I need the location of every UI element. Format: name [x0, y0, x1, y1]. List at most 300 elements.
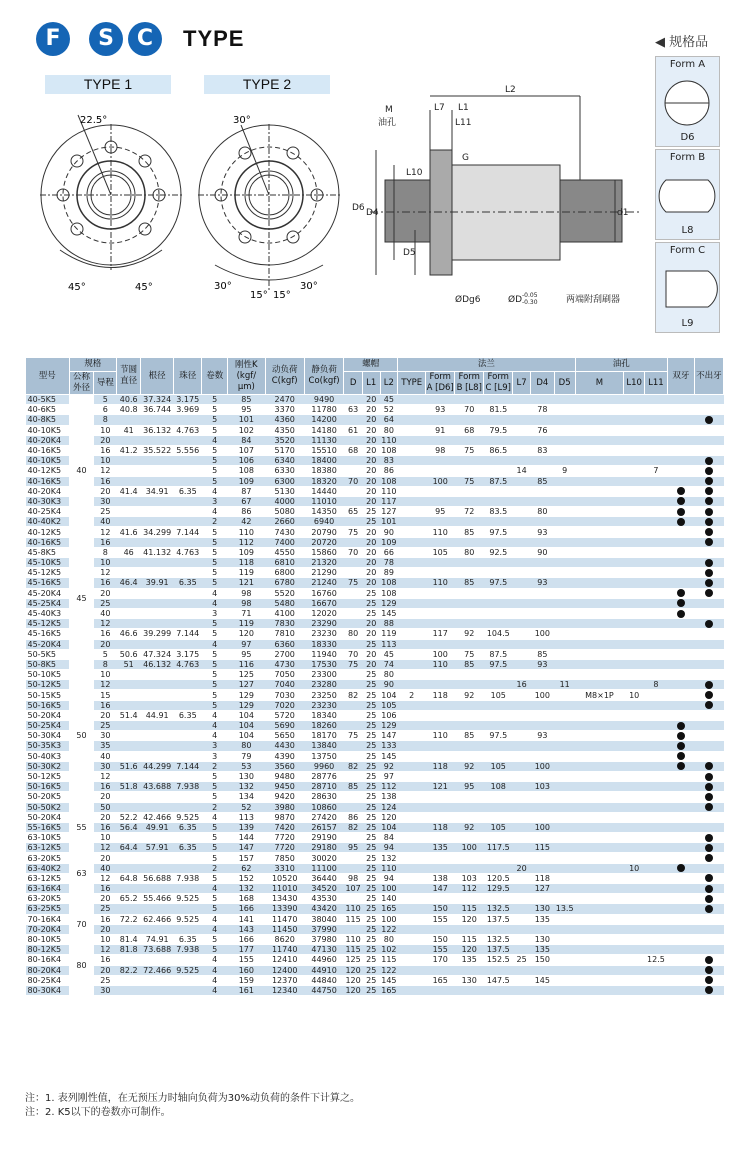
table-cell	[455, 517, 484, 527]
table-cell	[174, 863, 202, 873]
table-cell: 20	[362, 476, 380, 486]
table-cell: 112	[228, 537, 265, 547]
table-cell-empty	[513, 588, 531, 598]
table-cell	[426, 639, 455, 649]
table-cell: 9.525	[174, 812, 202, 822]
no-out-thread-cell	[694, 486, 723, 496]
table-cell: 83.5	[484, 507, 513, 517]
table-cell-empty	[575, 751, 624, 761]
table-row	[26, 445, 724, 455]
table-cell: 25	[362, 894, 380, 904]
table-cell-empty	[575, 853, 624, 863]
table-cell	[174, 680, 202, 690]
double-thread-cell	[667, 578, 694, 588]
table-cell: 93	[530, 527, 554, 537]
table-cell: 16	[94, 629, 117, 639]
table-cell	[484, 496, 513, 506]
table-cell: 108	[381, 578, 397, 588]
table-cell	[455, 670, 484, 680]
table-cell: 117.5	[484, 843, 513, 853]
no-out-thread-cell	[694, 619, 723, 629]
no-out-thread-cell	[694, 975, 723, 985]
col-noout: 不出牙	[694, 358, 723, 395]
table-cell: 25	[362, 670, 380, 680]
table-cell-empty	[554, 456, 575, 466]
table-cell-empty	[398, 792, 426, 802]
table-row	[26, 537, 724, 547]
table-cell: 25	[362, 853, 380, 863]
table-cell: 63-40K2	[26, 863, 70, 873]
table-cell: 120	[345, 965, 361, 975]
table-cell: 98	[426, 445, 455, 455]
table-cell: 70-16K4	[26, 914, 70, 924]
table-cell	[141, 619, 174, 629]
table-cell: 139	[228, 822, 265, 832]
double-thread-cell	[667, 670, 694, 680]
table-cell: 135	[426, 843, 455, 853]
no-out-thread-dot-icon	[705, 844, 713, 852]
table-row	[26, 924, 724, 934]
table-cell-empty	[398, 884, 426, 894]
table-cell	[117, 792, 141, 802]
table-cell-empty	[575, 975, 624, 985]
table-cell	[141, 608, 174, 618]
table-cell	[530, 924, 554, 934]
table-cell	[174, 985, 202, 995]
table-cell-empty	[554, 608, 575, 618]
group-flange: 法兰	[398, 358, 575, 372]
table-cell-empty	[398, 812, 426, 822]
table-cell: 5	[202, 700, 228, 710]
table-cell: 127	[381, 507, 397, 517]
double-thread-cell	[667, 659, 694, 669]
table-cell: 122	[381, 924, 397, 934]
table-cell: 4730	[265, 659, 304, 669]
table-cell: 50-40K3	[26, 751, 70, 761]
table-cell	[484, 833, 513, 843]
table-cell: 94	[380, 843, 398, 853]
table-cell-empty	[554, 476, 575, 486]
table-cell	[455, 395, 484, 405]
table-cell-empty	[645, 731, 668, 741]
no-out-thread-cell	[694, 833, 723, 843]
table-cell: 16670	[304, 598, 343, 608]
table-cell: 100	[426, 649, 455, 659]
table-cell: 40-8K5	[26, 415, 70, 425]
table-cell	[344, 802, 363, 812]
table-cell: 130	[530, 934, 554, 944]
table-cell: 81.5	[484, 405, 513, 415]
table-cell	[117, 924, 141, 934]
table-cell: 3	[202, 751, 228, 761]
table-cell: 6810	[265, 558, 304, 568]
table-cell: 92	[455, 761, 484, 771]
table-cell: 13430	[265, 894, 304, 904]
table-row	[26, 395, 724, 405]
table-cell: 5.556	[174, 445, 202, 455]
table-cell: 14	[513, 466, 531, 476]
table-cell: 38040	[304, 914, 343, 924]
table-cell: 11780	[304, 405, 343, 415]
type1-label: TYPE 1	[45, 75, 171, 94]
table-cell: 105	[484, 822, 513, 832]
table-cell: 25	[94, 598, 117, 608]
table-cell: 5	[202, 476, 228, 486]
table-cell-empty	[575, 486, 624, 496]
table-cell-empty	[513, 945, 531, 955]
table-row	[26, 700, 724, 710]
back-link[interactable]: ◀ 规格品	[655, 35, 709, 50]
table-cell-empty	[513, 435, 531, 445]
table-cell: 4	[202, 884, 228, 894]
table-cell: 5	[202, 945, 228, 955]
table-cell	[141, 496, 174, 506]
table-cell-empty	[554, 792, 575, 802]
table-cell: 45-20K4	[26, 639, 70, 649]
table-cell: 4.763	[174, 659, 202, 669]
table-cell: 87.5	[484, 476, 513, 486]
table-cell: 63-20K5	[26, 853, 70, 863]
table-cell: 5	[202, 619, 228, 629]
double-thread-cell	[667, 649, 694, 659]
table-cell	[117, 558, 141, 568]
table-cell: 110	[426, 659, 455, 669]
table-cell	[117, 496, 141, 506]
table-cell: 20	[362, 425, 380, 435]
table-cell: 165	[426, 975, 455, 985]
table-cell: 36.132	[141, 425, 174, 435]
table-cell	[117, 690, 141, 700]
table-cell-empty	[624, 884, 645, 894]
table-cell-empty	[554, 751, 575, 761]
table-cell: 109	[381, 537, 397, 547]
table-cell: 80	[380, 934, 398, 944]
table-cell-empty	[645, 904, 668, 914]
table-cell	[117, 639, 141, 649]
table-cell: 16	[94, 700, 117, 710]
table-cell	[484, 680, 513, 690]
table-cell: 4550	[265, 547, 304, 557]
table-cell	[484, 700, 513, 710]
table-cell-empty	[398, 710, 426, 720]
table-cell: 85	[530, 476, 554, 486]
table-cell: 50.6	[117, 649, 141, 659]
table-cell	[117, 619, 141, 629]
table-cell: 4	[202, 965, 228, 975]
table-cell-empty	[624, 649, 645, 659]
table-cell: 18260	[304, 721, 343, 731]
table-cell-empty	[513, 568, 531, 578]
table-cell: 83	[530, 445, 554, 455]
table-cell: 61	[344, 425, 363, 435]
double-thread-cell	[667, 639, 694, 649]
table-cell: 25	[362, 924, 380, 934]
table-cell: 25	[362, 721, 380, 731]
table-cell: 9870	[265, 812, 304, 822]
table-cell: 2	[202, 761, 228, 771]
table-row	[26, 619, 724, 629]
table-cell-empty	[575, 904, 624, 914]
no-out-thread-cell	[694, 934, 723, 944]
table-cell: 40	[94, 517, 117, 527]
table-cell	[426, 608, 455, 618]
table-cell: 110	[228, 527, 265, 537]
double-thread-cell	[667, 792, 694, 802]
table-cell	[484, 863, 513, 873]
table-cell: 75	[455, 649, 484, 659]
table-cell: 108	[381, 476, 397, 486]
table-cell-empty	[398, 670, 426, 680]
table-cell: 20	[362, 415, 380, 425]
table-cell-empty	[645, 415, 668, 425]
double-thread-cell	[667, 884, 694, 894]
table-cell	[426, 741, 455, 751]
table-cell-empty	[554, 527, 575, 537]
table-cell: 75	[344, 659, 363, 669]
table-cell	[455, 741, 484, 751]
table-row	[26, 629, 724, 639]
table-cell-empty	[624, 843, 645, 853]
double-thread-dot-icon	[677, 752, 685, 760]
table-cell	[174, 751, 202, 761]
table-cell	[174, 537, 202, 547]
table-cell: 100	[530, 629, 554, 639]
table-cell: 118	[530, 873, 554, 883]
table-cell: 115	[345, 914, 361, 924]
table-cell	[344, 833, 363, 843]
table-cell-empty	[513, 771, 531, 781]
dim-l10: L10	[406, 168, 423, 178]
table-cell: 97	[228, 639, 265, 649]
table-cell	[484, 924, 513, 934]
table-cell-empty	[513, 425, 531, 435]
table-cell: 43420	[304, 904, 343, 914]
table-cell: 10860	[304, 802, 343, 812]
table-row	[26, 782, 724, 792]
table-row	[26, 670, 724, 680]
table-cell: 20	[362, 456, 380, 466]
table-cell: 25	[362, 884, 380, 894]
no-out-thread-cell	[694, 578, 723, 588]
table-cell: 52.2	[117, 812, 141, 822]
table-cell: 5	[202, 527, 228, 537]
table-cell: 10	[94, 456, 117, 466]
no-out-thread-dot-icon	[705, 834, 713, 842]
table-cell: 55.466	[141, 894, 174, 904]
table-cell: 25	[362, 863, 380, 873]
table-cell	[344, 639, 363, 649]
table-cell: 20	[362, 486, 380, 496]
table-cell	[174, 700, 202, 710]
table-cell-empty	[513, 486, 531, 496]
table-cell: 51.6	[117, 761, 141, 771]
table-cell-empty	[624, 517, 645, 527]
table-cell-empty	[513, 924, 531, 934]
angle-15-right: 15°	[273, 290, 291, 301]
table-cell: 118	[228, 558, 265, 568]
table-cell: 20	[513, 863, 531, 873]
table-cell-empty	[554, 985, 575, 995]
table-cell: 3	[202, 496, 228, 506]
table-cell: 20	[362, 659, 380, 669]
table-cell: 50-10K5	[26, 670, 70, 680]
no-out-thread-cell	[694, 924, 723, 934]
table-cell: 47130	[304, 945, 343, 955]
table-cell-empty	[554, 975, 575, 985]
table-cell	[530, 741, 554, 751]
table-cell: 20	[94, 853, 117, 863]
table-cell	[484, 812, 513, 822]
table-cell: 93	[530, 659, 554, 669]
table-cell-empty	[513, 527, 531, 537]
table-cell: 4100	[265, 608, 304, 618]
table-cell: 23300	[304, 670, 343, 680]
table-cell: 7720	[265, 843, 304, 853]
table-cell: 18170	[304, 731, 343, 741]
table-cell	[530, 558, 554, 568]
table-cell	[117, 670, 141, 680]
table-cell: 13840	[304, 741, 343, 751]
table-cell-empty	[575, 435, 624, 445]
table-cell	[141, 568, 174, 578]
table-row	[26, 588, 724, 598]
table-cell: 140	[381, 894, 397, 904]
table-cell	[117, 466, 141, 476]
table-cell: 132	[228, 884, 265, 894]
table-cell-empty	[554, 761, 575, 771]
double-thread-dot-icon	[677, 487, 685, 495]
table-cell-empty	[575, 731, 624, 741]
table-cell	[174, 802, 202, 812]
table-cell	[117, 863, 141, 873]
table-cell: 8	[94, 659, 117, 669]
table-cell-empty	[398, 629, 426, 639]
table-cell-empty	[513, 975, 531, 985]
table-cell	[455, 537, 484, 547]
table-cell-empty	[575, 619, 624, 629]
no-out-thread-cell	[694, 568, 723, 578]
form-c-title: Form C	[669, 245, 706, 256]
table-cell	[530, 792, 554, 802]
table-cell	[344, 619, 363, 629]
table-cell	[174, 639, 202, 649]
table-cell: 6.35	[174, 843, 202, 853]
no-out-thread-cell	[694, 608, 723, 618]
double-thread-dot-icon	[677, 722, 685, 730]
table-cell: 122	[381, 965, 397, 975]
table-cell: 27420	[304, 812, 343, 822]
table-cell: 50-30K2	[26, 761, 70, 771]
table-cell: 110	[381, 863, 397, 873]
table-cell: 25	[362, 588, 380, 598]
table-cell-empty	[624, 486, 645, 496]
table-cell: 3310	[265, 863, 304, 873]
table-cell: 4360	[265, 415, 304, 425]
table-cell	[117, 975, 141, 985]
table-cell: 120	[455, 945, 484, 955]
double-thread-cell	[667, 721, 694, 731]
table-row	[26, 415, 724, 425]
table-cell: 20	[362, 558, 380, 568]
table-cell: 78	[380, 558, 398, 568]
table-cell: 7.144	[174, 761, 202, 771]
table-cell	[484, 985, 513, 995]
col-coa: 静负荷 Co(kgf)	[304, 358, 343, 395]
table-cell: 165	[381, 985, 397, 995]
table-cell: 120	[381, 812, 397, 822]
table-cell-empty	[645, 476, 668, 486]
table-cell	[426, 568, 455, 578]
no-out-thread-dot-icon	[705, 579, 713, 587]
table-cell: 109	[228, 476, 265, 486]
table-cell-empty	[398, 649, 426, 659]
no-out-thread-cell	[694, 598, 723, 608]
table-cell-empty	[624, 568, 645, 578]
table-cell: 7400	[265, 537, 304, 547]
table-cell: 150	[530, 955, 554, 965]
table-cell: 25	[362, 945, 380, 955]
badge-c: C	[128, 22, 162, 56]
form-a-box	[655, 56, 720, 147]
table-cell-empty	[624, 405, 645, 415]
table-cell	[426, 517, 455, 527]
table-cell: 93	[426, 405, 455, 415]
table-cell	[426, 435, 455, 445]
table-cell: 25	[362, 792, 380, 802]
table-cell: 45-40K3	[26, 608, 70, 618]
table-cell: 50-35K3	[26, 741, 70, 751]
table-cell-empty	[575, 670, 624, 680]
table-cell: 7810	[265, 629, 304, 639]
table-cell-empty	[554, 619, 575, 629]
table-cell	[174, 476, 202, 486]
table-cell-empty	[645, 425, 668, 435]
table-cell-empty	[398, 975, 426, 985]
table-cell: 157	[228, 853, 265, 863]
table-cell-empty	[398, 843, 426, 853]
table-cell: 98	[228, 598, 265, 608]
table-cell: 115	[455, 934, 484, 944]
table-cell	[174, 833, 202, 843]
double-thread-cell	[667, 914, 694, 924]
double-thread-cell	[667, 629, 694, 639]
table-cell: 20	[362, 496, 380, 506]
table-cell: 147	[381, 731, 397, 741]
table-cell	[344, 608, 363, 618]
col-form-a: Form A [D6]	[426, 372, 454, 393]
double-thread-cell	[667, 415, 694, 425]
table-cell: 18320	[304, 476, 343, 486]
table-cell-empty	[398, 405, 426, 415]
table-cell	[344, 496, 363, 506]
table-cell: 63-10K5	[26, 833, 70, 843]
angle-30-left: 30°	[214, 281, 232, 292]
table-cell: 25	[362, 955, 380, 965]
table-row	[26, 659, 724, 669]
table-cell: 10	[94, 934, 117, 944]
no-out-thread-dot-icon	[705, 477, 713, 485]
table-cell: 107	[345, 884, 361, 894]
table-cell: 20	[362, 445, 380, 455]
table-cell: 3.175	[174, 395, 202, 405]
table-cell: 52	[380, 405, 398, 415]
table-cell: 12020	[304, 608, 343, 618]
table-cell-empty	[575, 945, 624, 955]
table-cell-empty	[575, 812, 624, 822]
table-cell	[426, 415, 455, 425]
table-cell	[117, 904, 141, 914]
no-out-thread-dot-icon	[705, 497, 713, 505]
